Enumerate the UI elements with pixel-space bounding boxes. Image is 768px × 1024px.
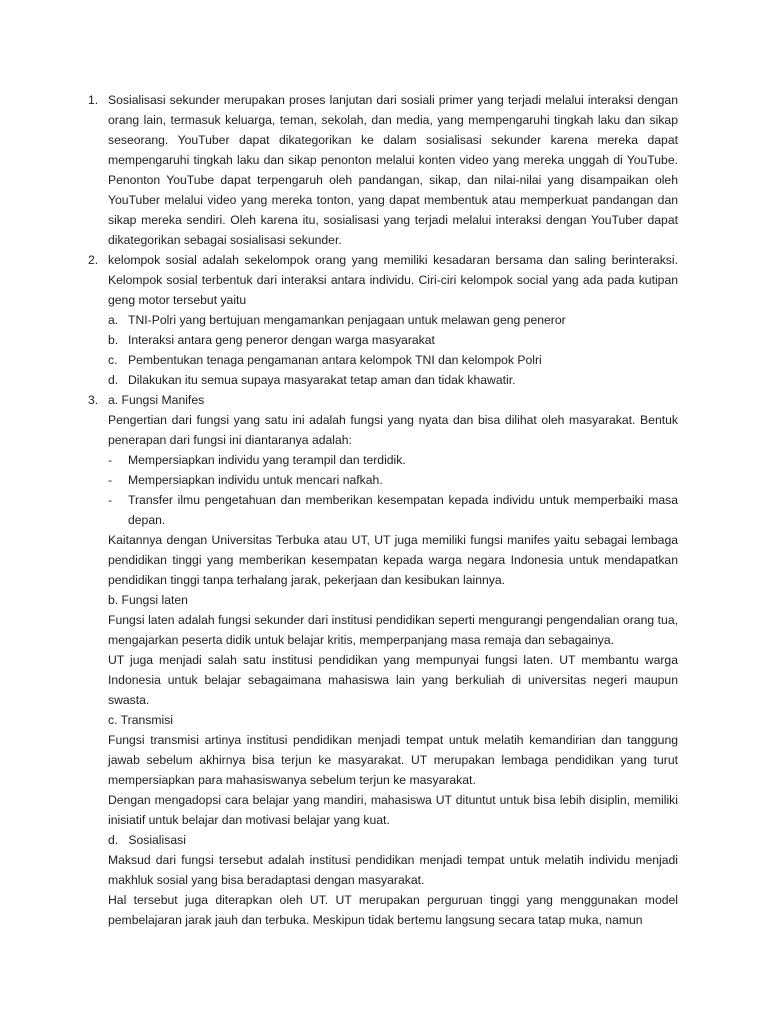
paragraph: UT juga menjadi salah satu institusi pendidikan yang mempunyai fungsi laten. UT membantu warga Indonesia untuk belajar sebagaimana mahasiswa lain yang berkuliah di universitas negeri maupun swasta. xyxy=(108,653,678,707)
sub-point-text: Interaksi antara geng peneror dengan warga masyarakat xyxy=(128,333,435,347)
bullet-text: Mempersiapkan individu yang terampil dan terdidik. xyxy=(128,453,406,467)
section-heading-transmission: c. Transmisi xyxy=(108,713,174,727)
list-item-body xyxy=(108,250,678,390)
section-heading-latent: b. Fungsi laten xyxy=(108,593,188,607)
paragraph: Hal tersebut juga diterapkan oleh UT. UT merupakan perguruan tinggi yang menggunakan model pembelajaran jarak jauh dan terbuka. Meskipun tidak bertemu langsung secara tatap muka, namun xyxy=(108,893,678,927)
bullet-dash: - xyxy=(108,473,113,487)
bullet-point xyxy=(108,450,678,470)
sub-point xyxy=(108,330,678,350)
list-item-3 xyxy=(88,390,678,930)
bullet-dash: - xyxy=(108,453,113,467)
list-item-2 xyxy=(88,250,678,390)
section-heading-manifest: a. Fungsi Manifes xyxy=(108,393,205,407)
paragraph: Dengan mengadopsi cara belajar yang mandiri, mahasiswa UT dituntut untuk bisa lebih disiplin, memiliki inisiatif untuk belajar dan motivasi belajar yang kuat. xyxy=(108,793,678,827)
bullet-text: Transfer ilmu pengetahuan dan memberikan kesempatan kepada individu untuk memperbaiki masa depan. xyxy=(128,493,678,527)
paragraph: Kaitannya dengan Universitas Terbuka atau UT, UT juga memiliki fungsi manifes yaitu sebagai lembaga pendidikan tinggi yang memberikan kesempatan kepada warga negara Indonesia untuk mendapatkan pendidikan tinggi tanpa terhalang jarak, pekerjaan dan kesibukan lainnya. xyxy=(108,533,678,587)
sub-point xyxy=(108,310,678,330)
paragraph: Sosialisasi sekunder merupakan proses lanjutan dari sosiali primer yang terjadi melalui interaksi dengan orang lain, termasuk keluarga, teman, sekolah, dan media, yang mempengaruhi tingkah laku dan sikap seseorang. YouTuber dapat dikategorikan ke dalam sosialisasi sekunder karena mereka dapat mempengaruhi tingkah laku dan sikap penonton melalui konten video yang mereka unggah di YouTube. Penonton YouTube dapat terpengaruh oleh pandangan, sikap, dan nilai-nilai yang disampaikan oleh YouTuber melalui video yang mereka tonton, yang dapat membentuk atau memperkuat pandangan dan sikap mereka sendiri. Oleh karena itu, sosialisasi yang terjadi melalui interaksi dengan YouTuber dapat dikategorikan sebagai sosialisasi sekunder. xyxy=(108,93,678,247)
list-number: 2. xyxy=(88,253,99,267)
list-item-1 xyxy=(88,90,678,250)
list-number: 1. xyxy=(88,93,99,107)
sub-point xyxy=(108,370,678,390)
sub-point-label: b. xyxy=(108,333,119,347)
bullet-point xyxy=(108,470,678,490)
sub-point-text: Dilakukan itu semua supaya masyarakat tetap aman dan tidak khawatir. xyxy=(128,373,516,387)
sub-point-label: d. xyxy=(108,373,119,387)
paragraph: Maksud dari fungsi tersebut adalah institusi pendidikan menjadi tempat untuk melatih individu menjadi makhluk sosial yang bisa beradaptasi dengan masyarakat. xyxy=(108,853,678,887)
paragraph: kelompok sosial adalah sekelompok orang yang memiliki kesadaran bersama dan saling berinteraksi. Kelompok sosial terbentuk dari interaksi antara individu. Ciri-ciri kelompok social yang ada pada kutipan geng motor tersebut yaitu xyxy=(108,253,678,307)
sub-point-text: TNI-Polri yang bertujuan mengamankan penjagaan untuk melawan geng peneror xyxy=(128,313,566,327)
paragraph: Fungsi transmisi artinya institusi pendidikan menjadi tempat untuk melatih kemandirian dan tanggung jawab sebelum akhirnya bisa terjun ke masyarakat. UT merupakan lembaga pendidikan yang turut mempersiapkan para mahasiswanya sebelum terjun ke masyarakat. xyxy=(108,733,678,787)
bullet-point xyxy=(108,490,678,530)
list-item-body xyxy=(108,390,678,930)
paragraph: Pengertian dari fungsi yang satu ini adalah fungsi yang nyata dan bisa dilihat oleh masyarakat. Bentuk penerapan dari fungsi ini diantaranya adalah: xyxy=(108,413,678,447)
bullet-text: Mempersiapkan individu untuk mencari nafkah. xyxy=(128,473,383,487)
bullet-dash: - xyxy=(108,493,113,507)
sub-point-text: Pembentukan tenaga pengamanan antara kelompok TNI dan kelompok Polri xyxy=(128,353,542,367)
sub-point xyxy=(108,350,678,370)
list-number: 3. xyxy=(88,393,99,407)
section-heading-socialization: d. Sosialisasi xyxy=(108,833,186,847)
sub-point-label: c. xyxy=(108,353,118,367)
paragraph: Fungsi laten adalah fungsi sekunder dari institusi pendidikan seperti mengurangi pengendalian orang tua, mengajarkan peserta didik untuk belajar kritis, memperpanjang masa remaja dan sebagainya. xyxy=(108,613,678,647)
sub-point-label: a. xyxy=(108,313,119,327)
